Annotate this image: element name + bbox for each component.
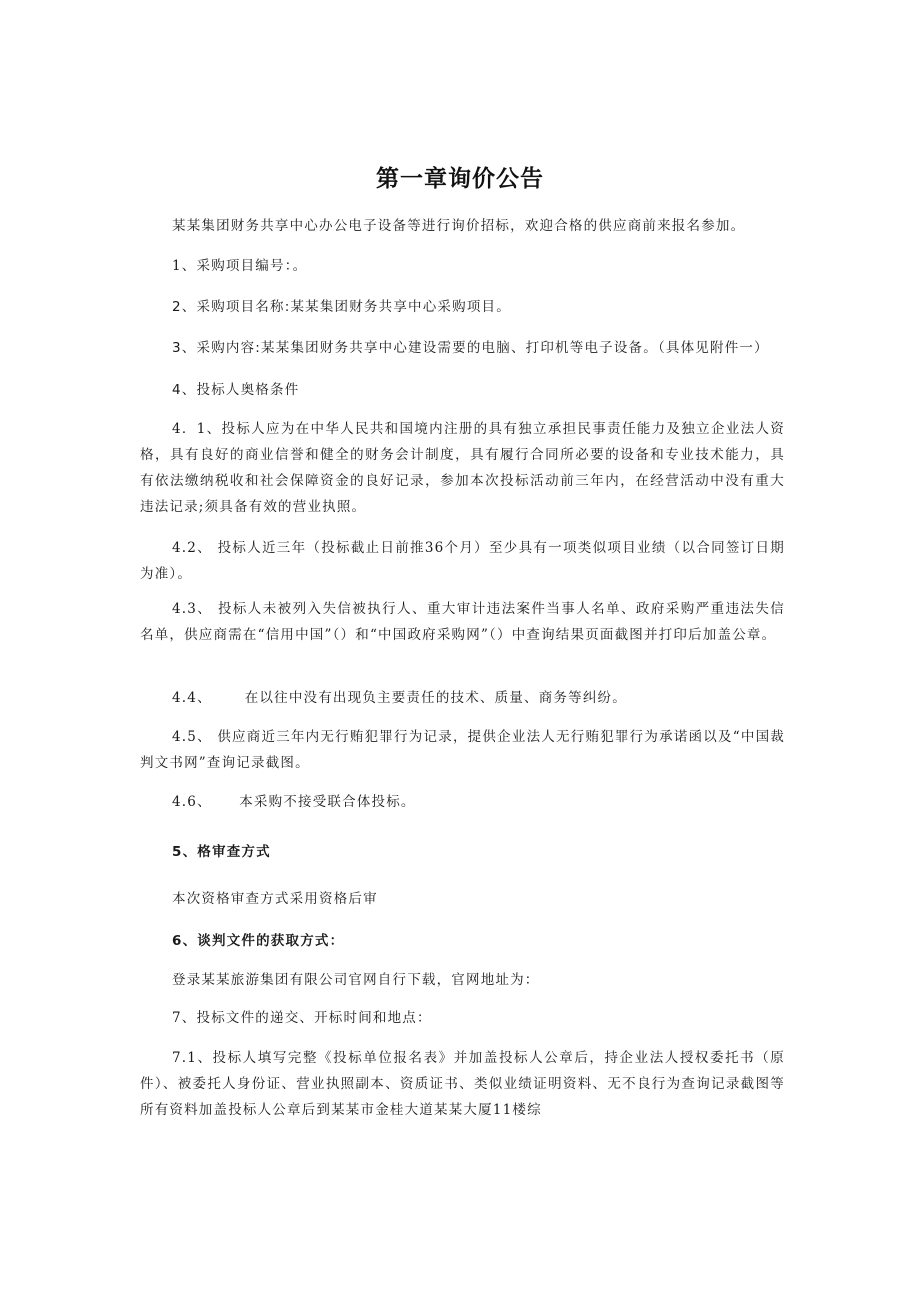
item-7-heading: 7、投标文件的递交、开标时间和地点： xyxy=(172,1010,432,1026)
item-4-3-paragraph: 4.3、 投标人未被列入失信被执行人、重大审计违法案件当事人名单、政府采购严重违法失信名单，供应商需在“信用中国”（）和“中国政府采购网”（）中查询结果页面截图并打印后加盖公章。 xyxy=(140,601,785,643)
item-3-label: 3、采购内容: xyxy=(172,340,262,356)
item-4-2-paragraph: 4.2、 投标人近三年（投标截止日前推36个月）至少具有一项类似项目业绩（以合同签订日期为准）。 xyxy=(140,540,785,582)
item-3-content xyxy=(172,338,769,358)
item-4-4-text: 4.4、 在以往中没有出现负主要责任的技术、质量、商务等纠纷。 xyxy=(172,690,627,706)
item-2-project-name xyxy=(172,297,511,317)
item-4-5-paragraph: 4.5、 供应商近三年内无行贿犯罪行为记录，提供企业法人无行贿犯罪行为承诺函以及“中国裁判文书网”查询记录截图。 xyxy=(140,729,785,771)
item-6-heading: 6、谈判文件的获取方式： xyxy=(172,933,345,949)
item-2-label: 2、采购项目名称: xyxy=(172,299,291,315)
item-2-text: 某某集团财务共享中心采购项目。 xyxy=(290,299,511,315)
item-5-text: 本次资格审查方式采用资格后审 xyxy=(172,891,378,907)
item-7-1-paragraph: 7.1、投标人填写完整《投标单位报名表》并加盖投标人公章后，持企业法人授权委托书（原件）、被委托人身份证、营业执照副本、资质证书、类似业绩证明资料、无不良行为查询记录截图等所有资料加盖投标人公章后到某某市金桂大道某某大厦11楼综 xyxy=(140,1050,785,1118)
item-1-project-number: 1、采购项目编号：。 xyxy=(172,258,308,274)
item-3-text: 某某集团财务共享中心建设需要的电脑、打印机等电子设备。（具体见附件一） xyxy=(261,340,769,356)
item-6-text: 登录某某旅游集团有限公司官网自行下载，官网地址为： xyxy=(172,972,540,988)
item-4-heading: 4、投标人奥格条件 xyxy=(172,382,300,398)
page-title: 第一章询价公告 xyxy=(376,166,544,192)
intro-text: 某某集团财务共享中心办公电子设备等进行询价招标，欢迎合格的供应商前来报名参加。 xyxy=(172,218,746,234)
item-5-heading: 5、格审查方式 xyxy=(172,844,271,860)
item-4-1-paragraph: 4．1、投标人应为在中华人民共和国境内注册的具有独立承担民事责任能力及独立企业法人资格，具有良好的商业信誉和健全的财务会计制度，具有履行合同所必要的设备和专业技术能力，具有依法缴纳税收和社会保障资金的良好记录，参加本次投标活动前三年内，在经营活动中没有重大违法记录;须具备有效的营业执照。 xyxy=(140,421,785,515)
item-4-6-text: 4.6、 本采购不接受联合体投标。 xyxy=(172,794,416,810)
